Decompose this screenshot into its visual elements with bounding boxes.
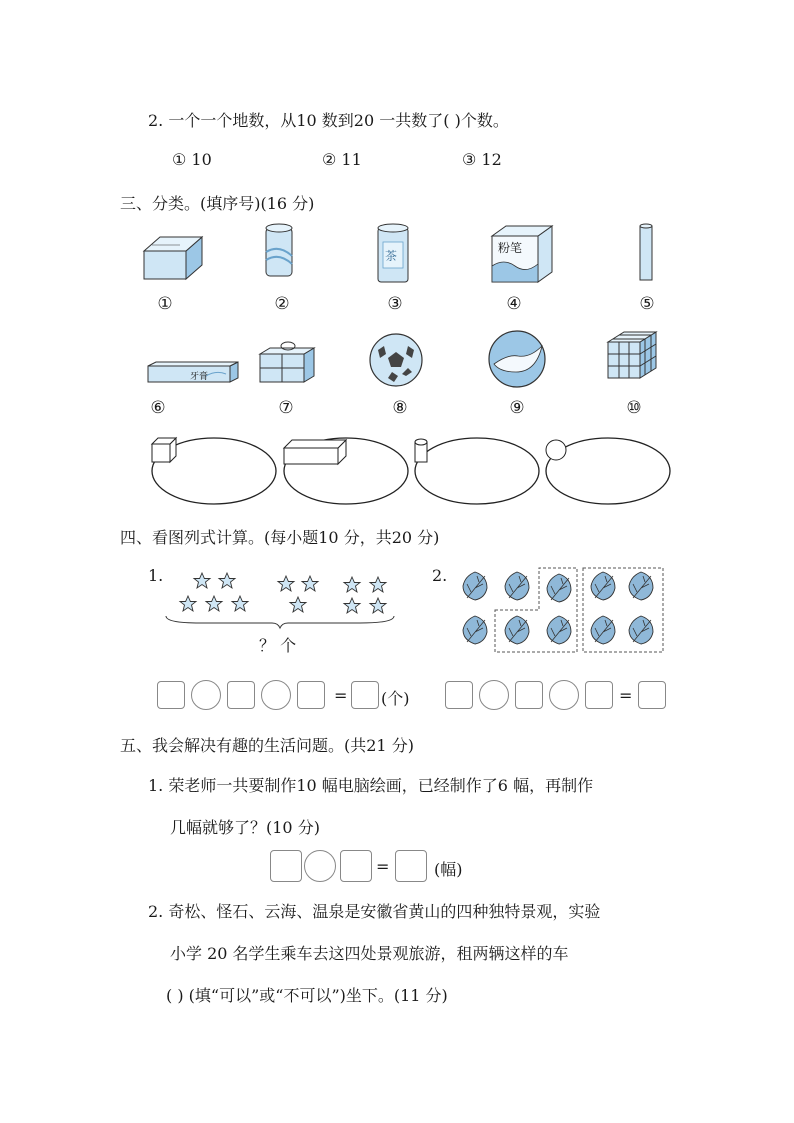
- equals-sign: =: [334, 686, 348, 705]
- result-box[interactable]: [638, 681, 666, 709]
- cylinder-tube-icon: [634, 222, 658, 284]
- result-box[interactable]: [351, 681, 379, 709]
- answer-box[interactable]: [445, 681, 473, 709]
- toothpaste-label: 牙膏: [190, 372, 209, 382]
- soda-can-icon: [262, 222, 298, 282]
- operator-circle[interactable]: [304, 850, 336, 882]
- problem-2-number: 2.: [432, 566, 448, 585]
- answer-box[interactable]: [270, 850, 302, 882]
- label-9: ⑨: [509, 398, 525, 418]
- marble-ball-icon: [486, 328, 548, 390]
- label-8: ⑧: [392, 398, 408, 418]
- answer-box[interactable]: [227, 681, 255, 709]
- cuboid-category-ellipse[interactable]: [282, 436, 412, 506]
- label-3: ③: [387, 294, 403, 314]
- sphere-category-ellipse[interactable]: [544, 436, 674, 506]
- gift-box-icon: [258, 338, 318, 386]
- label-5: ⑤: [639, 294, 655, 314]
- problem-5-2-line-2: 小学 20 名学生乘车去这四处景观旅游，租两辆这样的车: [170, 944, 569, 963]
- label-1: ①: [157, 294, 173, 314]
- unit-label-fu: (幅): [434, 860, 463, 879]
- tea-label: 茶: [385, 249, 398, 263]
- box-object-icon: [140, 225, 210, 285]
- section-4-title: 四、看图列式计算。(每小题10 分，共20 分): [120, 528, 440, 547]
- leaves-picture: [455, 564, 667, 656]
- problem-5-2-line-1: 2. 奇松、怪石、云海、温泉是安徽省黄山的四种独特景观，实验: [148, 902, 601, 921]
- equals-sign: =: [619, 686, 633, 705]
- operator-circle[interactable]: [261, 680, 291, 710]
- star-count-caption: ？ 个: [259, 636, 297, 655]
- equals-sign: =: [376, 857, 390, 876]
- answer-box[interactable]: [340, 850, 372, 882]
- unit-label: (个): [381, 689, 410, 708]
- result-box[interactable]: [395, 850, 427, 882]
- option-3[interactable]: ③ 12: [462, 150, 502, 169]
- chalk-label: 粉笔: [498, 241, 523, 255]
- option-2[interactable]: ② 11: [322, 150, 362, 169]
- rubiks-cube-icon: [604, 328, 660, 384]
- operator-circle[interactable]: [479, 680, 509, 710]
- answer-box[interactable]: [297, 681, 325, 709]
- cube-category-ellipse[interactable]: [150, 436, 280, 506]
- stars-picture: [160, 568, 400, 628]
- answer-box[interactable]: [585, 681, 613, 709]
- label-6: ⑥: [150, 398, 166, 418]
- label-4: ④: [506, 294, 522, 314]
- operator-circle[interactable]: [549, 680, 579, 710]
- answer-box[interactable]: [157, 681, 185, 709]
- section-3-title: 三、分类。(填序号)(16 分): [120, 194, 315, 213]
- option-1[interactable]: ① 10: [172, 150, 212, 169]
- section-5-title: 五、我会解决有趣的生活问题。(共21 分): [120, 736, 414, 755]
- operator-circle[interactable]: [191, 680, 221, 710]
- problem-5-2-line-3: ( ) (填“可以”或“不可以”)坐下。(11 分): [166, 986, 448, 1005]
- problem-5-1-line-2: 几幅就够了？(10 分): [170, 818, 320, 837]
- question-2-text: 2. 一个一个地数，从10 数到20 一共数了( )个数。: [148, 111, 509, 130]
- label-2: ②: [274, 294, 290, 314]
- problem-5-1-line-1: 1. 荣老师一共要制作10 幅电脑绘画，已经制作了6 幅，再制作: [148, 776, 594, 795]
- problem-1-number: 1.: [148, 566, 164, 585]
- soccer-ball-icon: [368, 332, 424, 388]
- answer-box[interactable]: [515, 681, 543, 709]
- cylinder-category-ellipse[interactable]: [413, 436, 543, 506]
- label-10: ⑩: [626, 398, 642, 418]
- label-7: ⑦: [278, 398, 294, 418]
